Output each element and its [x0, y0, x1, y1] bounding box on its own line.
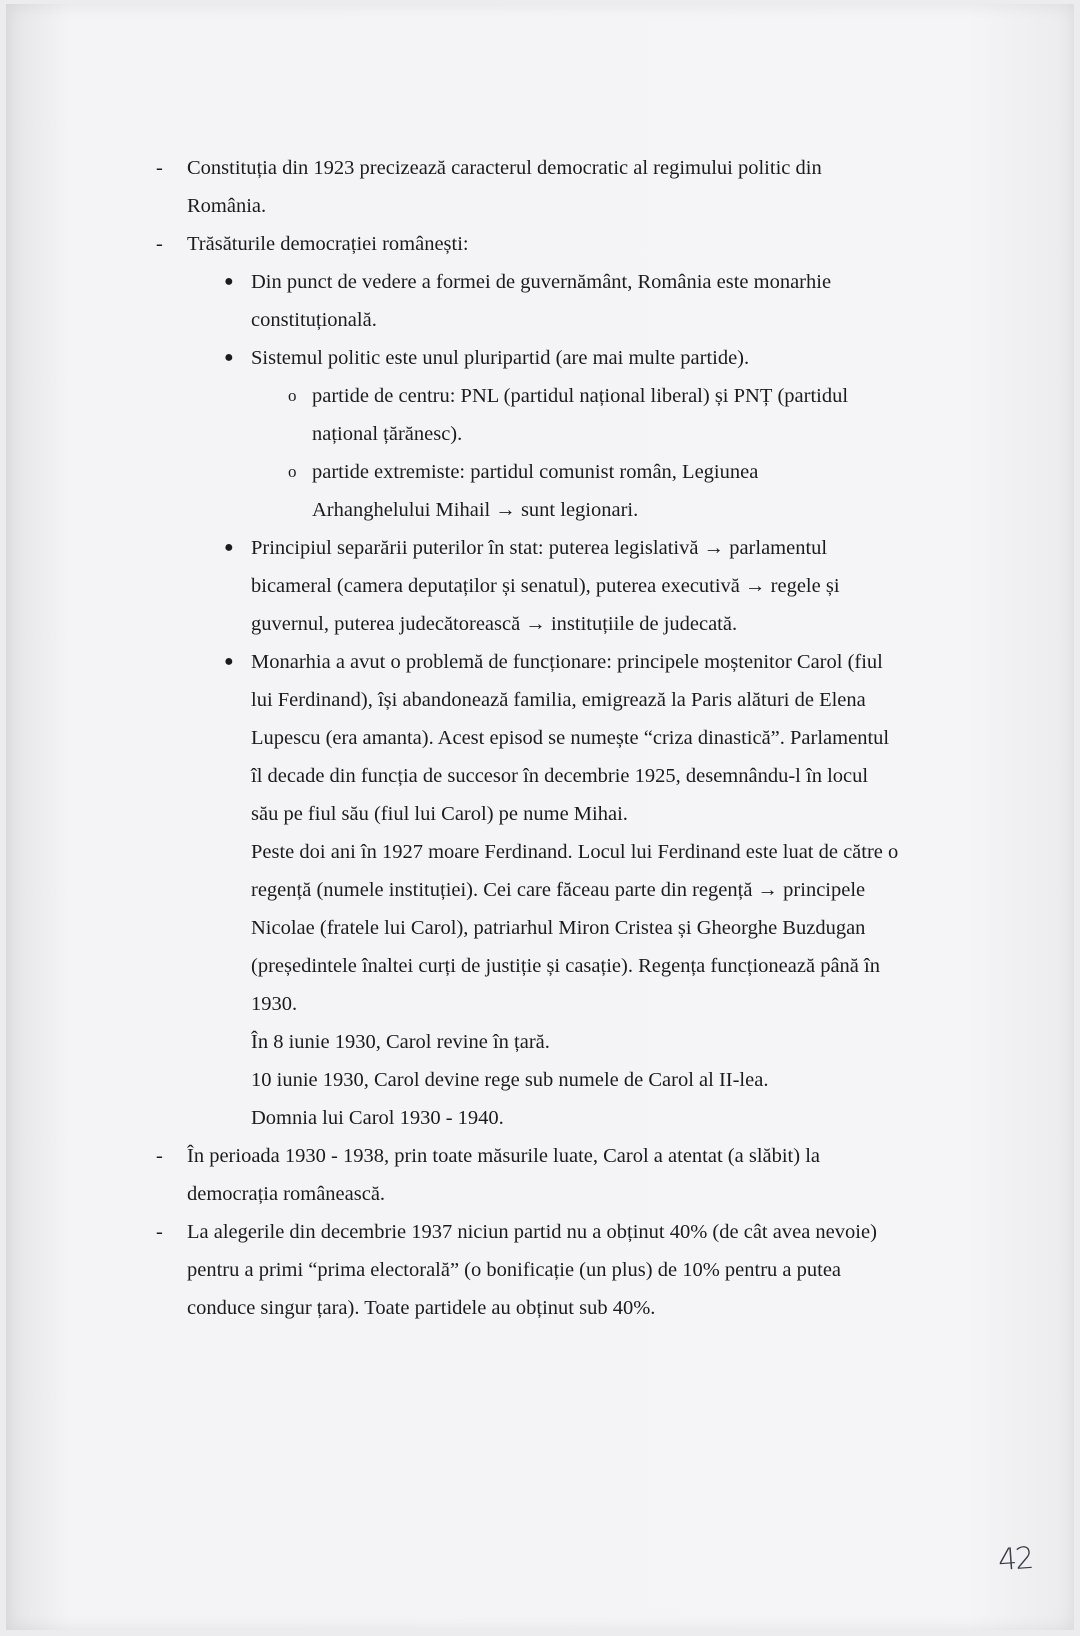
- text-line: constituțională.: [251, 309, 377, 331]
- bullet-item: [156, 643, 936, 1137]
- text-line: lui Ferdinand), își abandonează familia, emigrează la Paris alături de Elena: [251, 689, 866, 711]
- text-line: România.: [187, 195, 267, 217]
- text-line: pentru a primi “prima electorală” (o bonificație (un plus) de 10% pentru a putea: [187, 1259, 842, 1281]
- bullet-marker-icon: ●: [224, 349, 234, 366]
- bullet-item: [156, 339, 936, 377]
- text-line: său pe fiul său (fiul lui Carol) pe nume Mihai.: [251, 803, 628, 825]
- text-line: În perioada 1930 - 1938, prin toate măsurile luate, Carol a atentat (a slăbit) la: [187, 1145, 820, 1167]
- text-line: Domnia lui Carol 1930 - 1940.: [251, 1107, 504, 1129]
- dash-marker-icon: -: [156, 233, 163, 255]
- dash-item: [156, 1213, 936, 1327]
- text-line: Din punct de vedere a formei de guvernământ, România este monarhie: [251, 271, 832, 293]
- text-line: bicameral (camera deputaților și senatul), puterea executivă → regele și: [251, 575, 840, 597]
- text-line: Lupescu (era amanta). Acest episod se numește “criza dinastică”. Parlamentul: [251, 727, 890, 749]
- bullet-item: [156, 529, 936, 643]
- dash-marker-icon: -: [156, 157, 163, 179]
- text-line: regență (numele instituției). Cei care făceau parte din regență → principele: [251, 879, 866, 901]
- notes-list: [156, 149, 936, 1327]
- text-line: Arhanghelului Mihail → sunt legionari.: [312, 499, 639, 521]
- text-line: Trăsăturile democrației românești:: [187, 233, 469, 255]
- text-line: democrația românească.: [187, 1183, 386, 1205]
- text-line: Principiul separării puterilor în stat: puterea legislativă → parlamentul: [251, 537, 828, 559]
- text-line: 10 iunie 1930, Carol devine rege sub numele de Carol al II-lea.: [251, 1069, 769, 1091]
- dash-item: [156, 225, 936, 263]
- document-page: [6, 4, 1074, 1630]
- text-line: partide extremiste: partidul comunist român, Legiunea: [312, 461, 759, 483]
- text-line: În 8 iunie 1930, Carol revine în țară.: [251, 1031, 550, 1053]
- text-line: conduce singur țara). Toate partidele au obținut sub 40%.: [187, 1297, 656, 1319]
- text-line: (președintele înaltei curți de justiție și casație). Regența funcționează până în: [251, 955, 880, 977]
- dash-marker-icon: -: [156, 1221, 163, 1243]
- text-line: La alegerile din decembrie 1937 niciun partid nu a obținut 40% (de cât avea nevoie): [187, 1221, 877, 1243]
- text-line: național țărănesc).: [312, 423, 463, 445]
- handwritten-page-number: 42: [996, 1540, 1034, 1579]
- text-line: Constituția din 1923 precizează caracterul democratic al regimului politic din: [187, 157, 822, 179]
- text-line: Peste doi ani în 1927 moare Ferdinand. Locul lui Ferdinand este luat de către o: [251, 841, 899, 863]
- circle-marker-icon: o: [288, 386, 297, 405]
- text-line: îl decade din funcția de succesor în decembrie 1925, desemnându-l în locul: [251, 765, 869, 787]
- bullet-marker-icon: ●: [224, 653, 234, 670]
- bullet-marker-icon: ●: [224, 273, 234, 290]
- text-line: 1930.: [251, 993, 298, 1015]
- dash-item: [156, 149, 936, 225]
- text-line: Sistemul politic este unul pluripartid (are mai multe partide).: [251, 347, 750, 369]
- dash-marker-icon: -: [156, 1145, 163, 1167]
- bullet-marker-icon: ●: [224, 539, 234, 556]
- text-line: Monarhia a avut o problemă de funcționare: principele moștenitor Carol (fiul: [251, 651, 883, 673]
- text-line: partide de centru: PNL (partidul național liberal) și PNȚ (partidul: [312, 385, 849, 407]
- text-line: guvernul, puterea judecătorească → instituțiile de judecată.: [251, 613, 738, 635]
- dash-item: [156, 1137, 936, 1213]
- sub-bullet-item: [156, 377, 936, 453]
- circle-marker-icon: o: [288, 462, 297, 481]
- text-line: Nicolae (fratele lui Carol), patriarhul Miron Cristea și Gheorghe Buzdugan: [251, 917, 866, 939]
- bullet-item: [156, 263, 936, 339]
- sub-bullet-item: [156, 453, 936, 529]
